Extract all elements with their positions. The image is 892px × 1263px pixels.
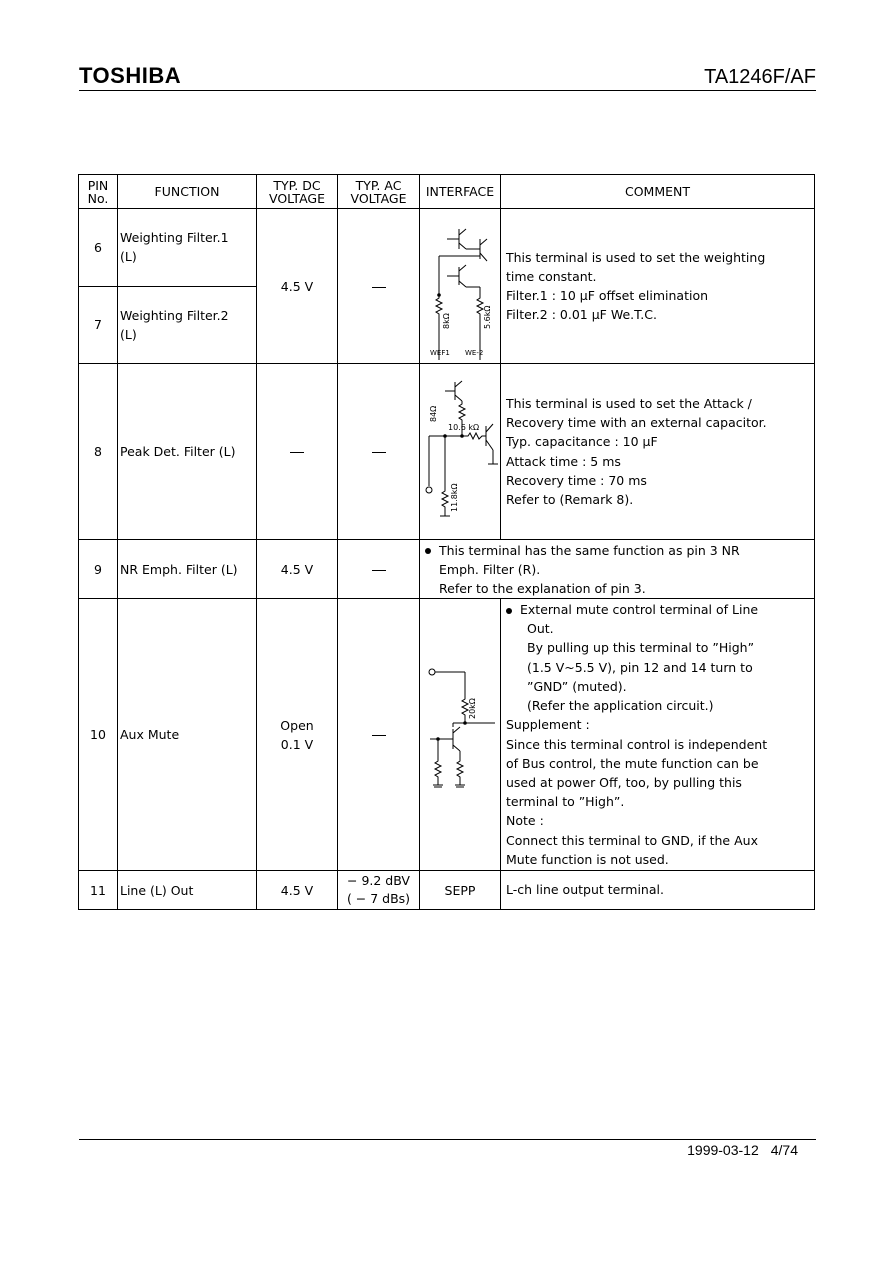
bullet-icon (506, 608, 512, 614)
header-pin-no: PIN No. (79, 175, 118, 209)
resistor-label: 11.8kΩ (450, 483, 459, 512)
pin-number: 10 (79, 599, 118, 871)
dc-voltage: 4.5 V (257, 209, 338, 364)
interface-type: SEPP (420, 871, 501, 910)
bullet-icon (425, 548, 431, 554)
comment-cell: This terminal is used to set the weighting time constant. Filter.1 : 10 μF offset elimination Filter.2 : 0.01 μF We.T.C. (501, 209, 815, 364)
resistor-label: 10.6 kΩ (448, 423, 480, 432)
part-number: TA1246F/AF (704, 66, 816, 88)
table-header-row (79, 175, 815, 209)
ac-voltage: − 9.2 dBV ( − 7 dBs) (338, 871, 420, 910)
pin-number: 9 (79, 540, 118, 599)
resistor-label: 8kΩ (442, 313, 451, 329)
page-number: 4/74 (770, 1142, 798, 1158)
table-row (79, 364, 815, 540)
resistor-label: 84Ω (429, 405, 438, 422)
pin-number: 7 (79, 286, 118, 364)
pin-number: 11 (79, 871, 118, 910)
interface-diagram (420, 209, 501, 364)
resistor-label: 20kΩ (468, 698, 477, 719)
function-name: Line (L) Out (118, 871, 257, 910)
table-row (79, 871, 815, 910)
ac-voltage (338, 540, 420, 599)
function-name: Weighting Filter.1 (L) (118, 209, 257, 287)
table-row (79, 540, 815, 599)
function-name: Peak Det. Filter (L) (118, 364, 257, 540)
table-row (79, 209, 815, 287)
header-function: FUNCTION (118, 175, 257, 209)
footer (675, 1142, 798, 1158)
dc-voltage: 4.5 V (257, 871, 338, 910)
dc-voltage: Open 0.1 V (257, 599, 338, 871)
header-rule (79, 90, 816, 91)
footer-date: 1999-03-12 (687, 1142, 759, 1158)
dc-voltage (257, 364, 338, 540)
aux-mute-schematic (420, 599, 501, 867)
resistor-label: 5.6kΩ (483, 305, 492, 329)
function-name: Weighting Filter.2 (L) (118, 286, 257, 364)
pin-number: 8 (79, 364, 118, 540)
header-comment: COMMENT (501, 175, 815, 209)
interface-diagram (420, 599, 501, 871)
function-name: Aux Mute (118, 599, 257, 871)
function-name: NR Emph. Filter (L) (118, 540, 257, 599)
peak-detector-schematic (420, 364, 501, 536)
table-row (79, 599, 815, 871)
terminal-label: WE-2 (465, 349, 484, 357)
comment-cell: External mute control terminal of Line Out. By pulling up this terminal to ”High” (1.5 V~5.5 V), pin 12 and 14 turn to ”GND” (muted). (Refer the application circuit.) Supplement : Since this terminal control is independent of Bus control, the mute function can be used at power Off, too, by pulling this terminal to ”High”. Note : Connect this terminal to GND, if the Aux Mute function is not used. (501, 599, 815, 871)
dc-voltage: 4.5 V (257, 540, 338, 599)
header-interface: INTERFACE (420, 175, 501, 209)
terminal-label: WEF1 (430, 349, 450, 357)
comment-cell: This terminal is used to set the Attack / Recovery time with an external capacitor. Typ. capacitance : 10 μF Attack time : 5 ms Recovery time : 70 ms Refer to (Remark 8). (501, 364, 815, 540)
comment-cell: L-ch line output terminal. (501, 871, 815, 910)
comment-cell: This terminal has the same function as pin 3 NR Emph. Filter (R). Refer to the explanation of pin 3. (420, 540, 815, 599)
ac-voltage (338, 599, 420, 871)
company-logo: TOSHIBA (79, 63, 182, 88)
footer-rule (79, 1139, 816, 1140)
interface-diagram (420, 364, 501, 540)
header-dc-voltage: TYP. DC VOLTAGE (257, 175, 338, 209)
ac-voltage (338, 364, 420, 540)
pin-number: 6 (79, 209, 118, 287)
weighting-filter-schematic (420, 209, 501, 360)
ac-voltage (338, 209, 420, 364)
header-ac-voltage: TYP. AC VOLTAGE (338, 175, 420, 209)
pin-function-table (78, 174, 815, 910)
